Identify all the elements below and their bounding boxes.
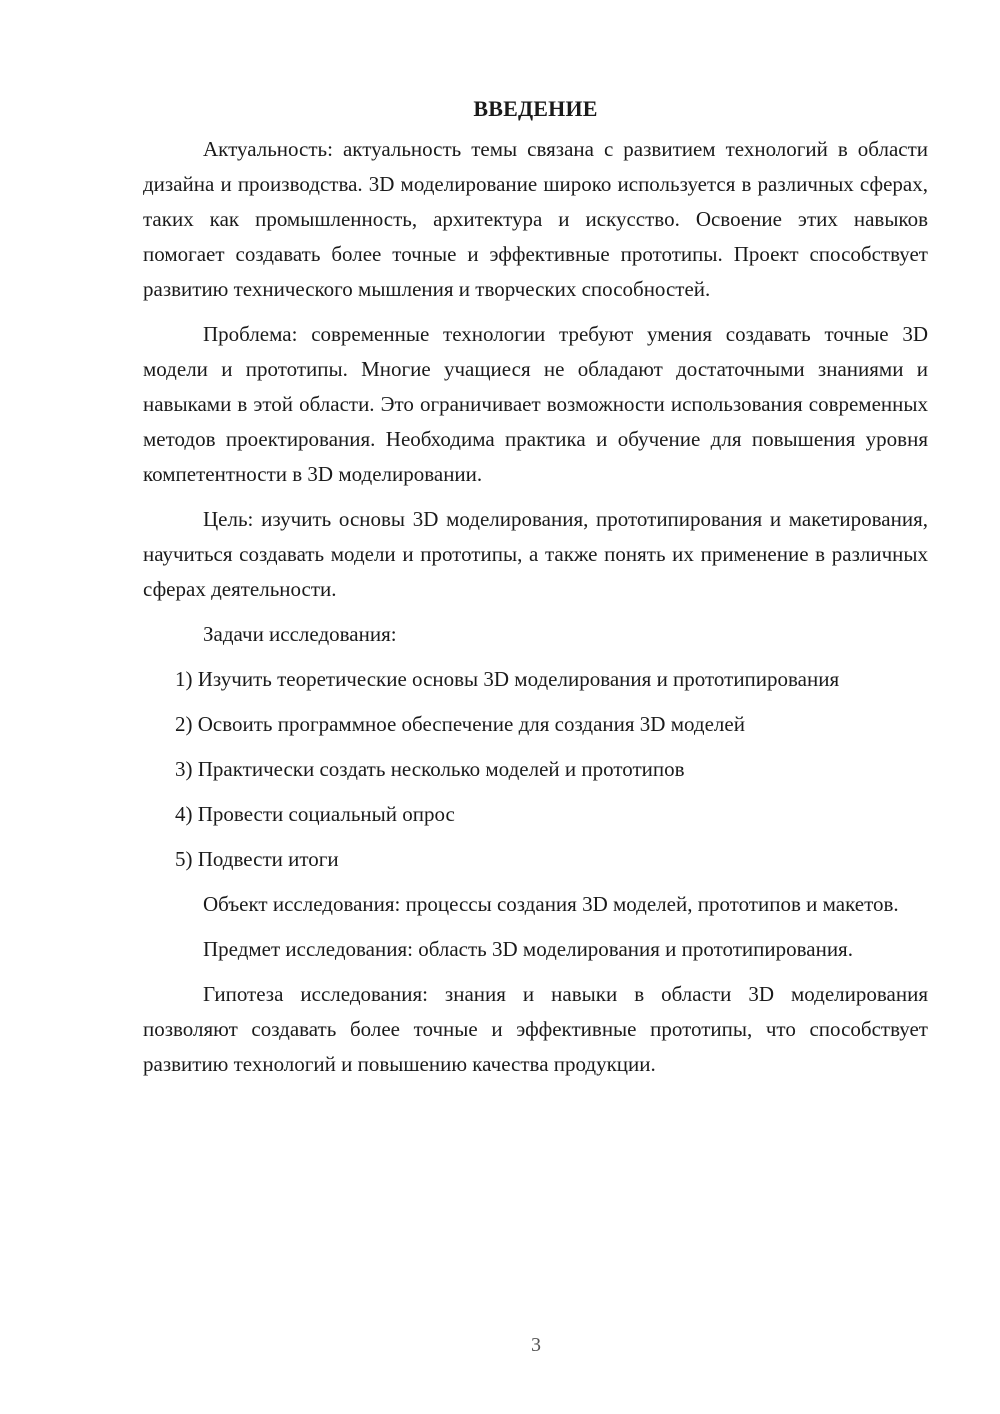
task-item-3: 3) Практически создать несколько моделей и прототипов — [175, 757, 685, 781]
tasks-heading: Задачи исследования: — [203, 622, 397, 646]
task-item-4: 4) Провести социальный опрос — [175, 802, 455, 826]
task-item-1: 1) Изучить теоретические основы 3D моделирования и прототипирования — [175, 667, 840, 691]
section-title: ВВЕДЕНИЕ — [473, 96, 598, 121]
paragraph-relevance: Актуальность: актуальность темы связана с развитием технологий в области дизайна и производства. 3D моделирование широко используется в различных сферах, таких как промышленность, архитектура и искусство. Освоение этих навыков помогает создавать более точные и эффективные прототипы. Проект способствует развитию технического мышления и творческих способностей. — [143, 137, 928, 301]
document-page — [143, 92, 928, 1092]
paragraph-hypothesis: Гипотеза исследования: знания и навыки в области 3D моделирования позволяют создавать более точные и эффективные прототипы, что способствует развитию технологий и повышению качества продукции. — [143, 982, 928, 1076]
paragraph-goal: Цель: изучить основы 3D моделирования, прототипирования и макетирования, научиться создавать модели и прототипы, а также понять их применение в различных сферах деятельности. — [143, 507, 928, 601]
task-item-2: 2) Освоить программное обеспечение для создания 3D моделей — [175, 712, 745, 736]
paragraph-subject: Предмет исследования: область 3D моделирования и прототипирования. — [203, 937, 853, 961]
paragraph-object: Объект исследования: процессы создания 3D моделей, прототипов и макетов. — [203, 892, 899, 916]
page-number: 3 — [531, 1334, 541, 1356]
task-item-5: 5) Подвести итоги — [175, 847, 339, 871]
paragraph-problem: Проблема: современные технологии требуют умения создавать точные 3D модели и прототипы. Многие учащиеся не обладают достаточными знаниями и навыками в этой области. Это ограничивает возможности использования современных методов проектирования. Необходима практика и обучение для повышения уровня компетентности в 3D моделировании. — [143, 322, 928, 486]
